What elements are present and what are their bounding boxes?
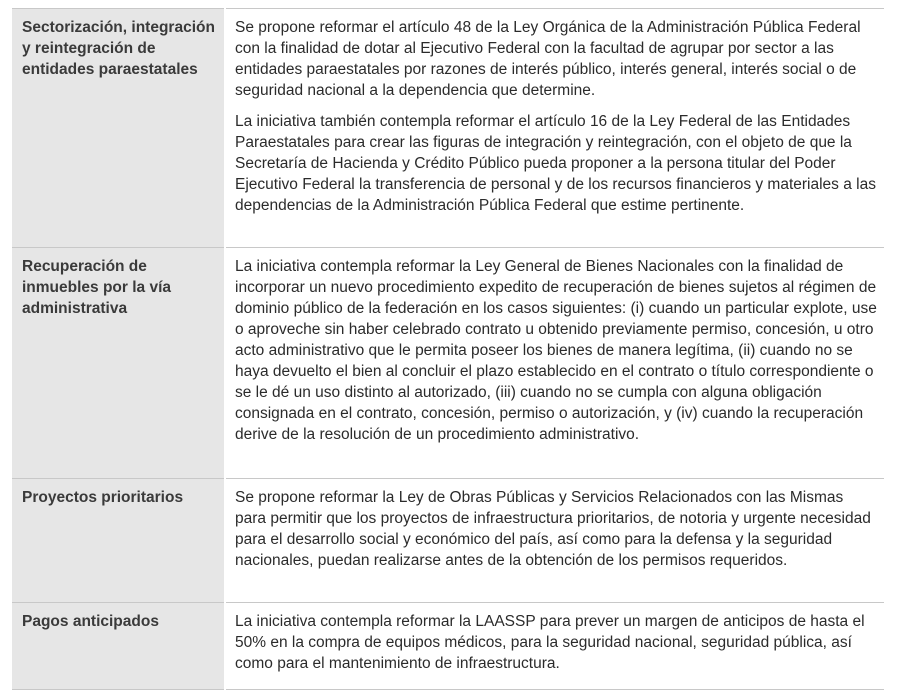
row-content [225, 479, 884, 603]
row-label: Pagos anticipados [12, 603, 225, 690]
row-content [225, 248, 884, 479]
row-content [225, 603, 884, 690]
row-content [225, 9, 884, 248]
paragraph: Se propone reformar el artículo 48 de la Ley Orgánica de la Administración Pública Federal con la finalidad de dotar al Ejecutivo Federal con la facultad de agrupar por sector a las entidades paraestatales por razones de interés público, interés general, interés social o de seguridad nacional a la dependencia que determine. [235, 19, 861, 99]
paragraph: La iniciativa contempla reformar la LAASSP para prever un margen de anticipos de hasta el 50% en la compra de equipos médicos, para la seguridad nacional, seguridad pública, así como para el mantenimiento de infraestructura. [235, 613, 865, 672]
paragraph: La iniciativa contempla reformar la Ley General de Bienes Nacionales con la finalidad de incorporar un nuevo procedimiento expedito de recuperación de bienes sujetos al régimen de dominio público de la federación en los casos siguientes: (i) cuando un particular explote, use o aproveche sin haber celebrado contrato u obtenido previamente permiso, concesión, u otro acto administrativo que le permita poseer los bienes de manera legítima, (ii) cuando no se haya devuelto el bien al concluir el plazo establecido en el contrato o título correspondiente o se le dé un uso distinto al autorizado, (iii) cuando no se cumpla con alguna obligación consignada en el contrato, concesión, permiso o autorización, y (iv) cuando la recuperación derive de la resolución de un procedimiento administrativo. [235, 258, 877, 443]
table-row [12, 9, 884, 248]
table-row [12, 603, 884, 690]
row-label: Recuperación de inmuebles por la vía administrativa [12, 248, 225, 479]
paragraph: Se propone reformar la Ley de Obras Públicas y Servicios Relacionados con las Mismas para permitir que los proyectos de infraestructura prioritarios, de notoria y urgente necesidad para el desarrollo social y económico del país, así como para la defensa y la seguridad nacionales, puedan realizarse antes de la obtención de los permisos requeridos. [235, 489, 871, 569]
table-row [12, 479, 884, 603]
reform-summary-table [12, 8, 884, 690]
paragraph: La iniciativa también contempla reformar el artículo 16 de la Ley Federal de las Entidades Paraestatales para crear las figuras de integración y reintegración, con el objeto de que la Secretaría de Hacienda y Crédito Público pueda proponer a la persona titular del Poder Ejecutivo Federal la transferencia de personal y de los recursos financieros y materiales a las dependencias de la Administración Pública Federal que estime pertinente. [235, 113, 876, 214]
row-label: Sectorización, integración y reintegración de entidades paraestatales [12, 9, 225, 248]
table-row [12, 248, 884, 479]
row-label: Proyectos prioritarios [12, 479, 225, 603]
